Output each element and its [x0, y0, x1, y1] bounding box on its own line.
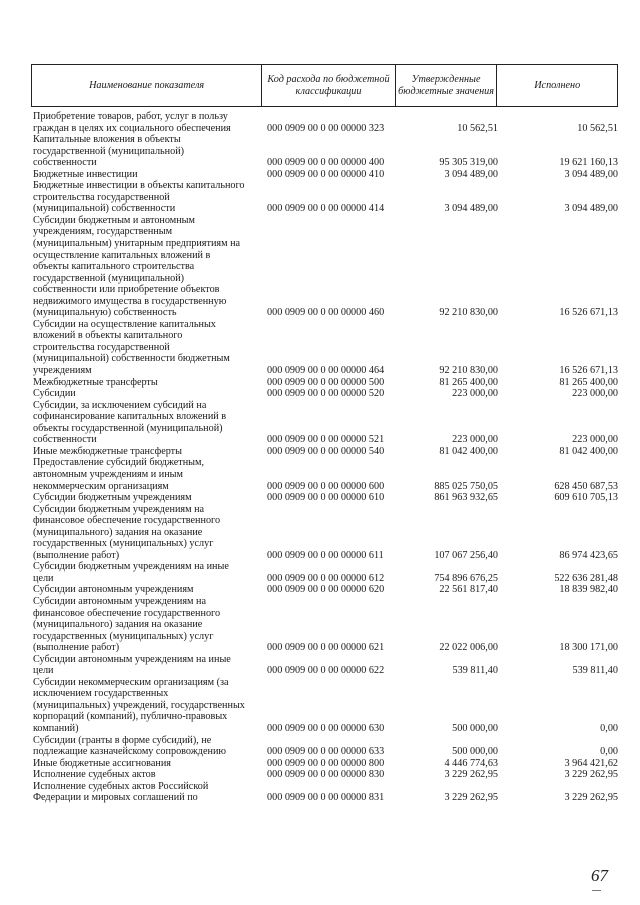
row-name-line: Субсидии автономным учреждениям [33, 584, 194, 596]
row-name-line: Межбюджетные трансферты [33, 376, 158, 388]
row-name-line: подлежащие казначейскому сопровождению [33, 746, 227, 758]
row-name-line: собственности [33, 157, 97, 169]
row-name-line: Субсидии бюджетным учреждениям на иные [33, 561, 229, 573]
row-code: 000 0909 00 0 00 00000 633 [267, 746, 385, 758]
header-name: Наименование показателя [32, 65, 262, 106]
row-code: 000 0909 00 0 00 00000 611 [267, 549, 384, 561]
row-executed: 609 610 705,13 [554, 492, 618, 504]
table-row [33, 735, 618, 758]
row-approved: 500 000,00 [452, 746, 498, 758]
row-name-line: цели [33, 572, 54, 584]
row-name [33, 446, 263, 458]
row-name [33, 769, 263, 781]
row-name-line: исключением государственных [33, 688, 169, 700]
header-executed: Исполнено [534, 79, 581, 91]
row-code: 000 0909 00 0 00 00000 400 [267, 157, 385, 169]
row-name-line: (муниципальным) унитарным предприятиям на [33, 238, 241, 250]
row-name [33, 134, 263, 169]
table-row [33, 377, 618, 389]
table-row [33, 492, 618, 504]
row-approved: 22 561 817,40 [439, 584, 498, 596]
row-approved: 3 229 262,95 [444, 769, 498, 781]
row-name-line: (муниципального) задания на оказание [33, 526, 203, 538]
table-row [33, 319, 618, 377]
row-executed: 522 636 281,48 [554, 572, 618, 584]
row-code: 000 0909 00 0 00 00000 500 [267, 376, 385, 388]
table-row [33, 400, 618, 446]
row-name-line: осуществление капитальных вложений в [33, 249, 211, 261]
row-name-line: Субсидии на осуществление капитальных [33, 318, 216, 330]
table-row [33, 446, 618, 458]
row-code: 000 0909 00 0 00 00000 520 [267, 388, 385, 400]
row-approved: 92 210 830,00 [439, 365, 498, 377]
row-executed: 628 450 687,53 [554, 480, 618, 492]
row-name-line: вложений в объекты капитального [33, 330, 183, 342]
row-approved: 92 210 830,00 [439, 307, 498, 319]
row-name-line: учреждениям [33, 365, 92, 377]
row-code: 000 0909 00 0 00 00000 622 [267, 665, 385, 677]
row-approved: 107 067 256,40 [434, 549, 498, 561]
row-code: 000 0909 00 0 00 00000 410 [267, 168, 385, 180]
row-name-line: Субсидии бюджетным учреждениям на [33, 503, 205, 515]
row-name [33, 180, 263, 215]
row-executed: 0,00 [600, 746, 618, 758]
row-name [33, 584, 263, 596]
row-name-line: недвижимого имущества в государственную [33, 295, 227, 307]
row-name-line: учреждениям, государственным [33, 226, 173, 238]
table-row [33, 180, 618, 215]
table-body [33, 111, 618, 804]
table-row [33, 111, 618, 134]
row-name-line: Исполнение судебных актов [33, 769, 156, 781]
row-name-line: Субсидии [33, 388, 76, 400]
row-executed: 81 042 400,00 [559, 445, 618, 457]
row-approved: 3 229 262,95 [444, 792, 498, 804]
table-row [33, 654, 618, 677]
row-name [33, 319, 263, 377]
row-approved: 81 042 400,00 [439, 445, 498, 457]
row-executed: 0,00 [600, 722, 618, 734]
row-name-line: Субсидии некоммерческим организациям (за [33, 676, 229, 688]
row-name-line: Предоставление субсидий бюджетным, [33, 457, 205, 469]
row-approved: 81 265 400,00 [439, 376, 498, 388]
row-code: 000 0909 00 0 00 00000 540 [267, 445, 385, 457]
row-name-line: Федерации и мировых соглашений по [33, 792, 198, 804]
row-approved: 885 025 750,05 [434, 480, 498, 492]
row-name-line: (выполнение работ) [33, 642, 120, 654]
row-executed: 86 974 423,65 [559, 549, 618, 561]
row-name-line: (муниципальных) учреждений, государственных [33, 699, 245, 711]
row-name-line: Капитальные вложения в объекты [33, 134, 181, 146]
table-row [33, 215, 618, 319]
row-name [33, 215, 263, 319]
row-name-line: (выполнение работ) [33, 549, 120, 561]
row-executed: 223 000,00 [572, 434, 618, 446]
row-executed: 81 265 400,00 [559, 376, 618, 388]
row-name [33, 457, 263, 492]
row-approved: 223 000,00 [452, 388, 498, 400]
row-name [33, 388, 263, 400]
row-code: 000 0909 00 0 00 00000 460 [267, 307, 385, 319]
row-name [33, 111, 263, 134]
row-approved: 539 811,40 [452, 665, 498, 677]
table-row [33, 596, 618, 654]
row-approved: 500 000,00 [452, 722, 498, 734]
table-row [33, 758, 618, 770]
row-executed: 18 300 171,00 [559, 642, 618, 654]
row-name [33, 596, 263, 654]
row-executed: 3 094 489,00 [564, 168, 618, 180]
header-approved: Утвержденные бюджетные значения [396, 65, 498, 106]
row-name-line: государственных (муниципальных) услуг [33, 630, 214, 642]
row-name-line: корпораций (компаний), публично-правовых [33, 711, 228, 723]
row-name-line: финансовое обеспечение государственного [33, 515, 221, 527]
row-code: 000 0909 00 0 00 00000 610 [267, 492, 385, 504]
row-name-line: Субсидии автономным учреждениям на иные [33, 653, 231, 665]
row-executed: 18 839 982,40 [559, 584, 618, 596]
row-code: 000 0909 00 0 00 00000 521 [267, 434, 385, 446]
row-code: 000 0909 00 0 00 00000 600 [267, 480, 385, 492]
row-name-line: государственной (муниципальной) [33, 272, 185, 284]
row-approved: 754 896 676,25 [434, 572, 498, 584]
table-row [33, 388, 618, 400]
row-approved: 3 094 489,00 [444, 203, 498, 215]
row-code: 000 0909 00 0 00 00000 800 [267, 757, 385, 769]
row-name [33, 654, 263, 677]
row-executed: 16 526 671,13 [559, 307, 618, 319]
row-approved: 4 446 774,63 [444, 757, 498, 769]
row-executed: 3 094 489,00 [564, 203, 618, 215]
row-name [33, 677, 263, 735]
row-approved: 95 305 319,00 [439, 157, 498, 169]
row-approved: 10 562,51 [457, 122, 498, 134]
row-executed: 3 964 421,62 [564, 757, 618, 769]
table-row [33, 504, 618, 562]
row-name-line: автономным учреждениям и иным [33, 468, 183, 480]
row-executed: 19 621 160,13 [559, 157, 618, 169]
row-name [33, 492, 263, 504]
row-code: 000 0909 00 0 00 00000 323 [267, 122, 385, 134]
row-name [33, 400, 263, 446]
row-name-line: цели [33, 665, 54, 677]
row-name-line: Субсидии, за исключением субсидий на [33, 399, 207, 411]
row-name [33, 735, 263, 758]
row-name-line: Субсидии бюджетным учреждениям [33, 492, 192, 504]
row-code: 000 0909 00 0 00 00000 464 [267, 365, 385, 377]
page-number: 67 [591, 866, 608, 885]
row-name-line: (муниципального) задания на оказание [33, 619, 203, 631]
row-name-line: граждан в целях их социального обеспечения [33, 122, 231, 134]
row-name-line: (муниципальной) собственности бюджетным [33, 353, 230, 365]
page-mark [592, 890, 601, 891]
row-name-line: Иные межбюджетные трансферты [33, 445, 182, 457]
row-name-line: собственности или приобретение объектов [33, 284, 220, 296]
table-header [31, 64, 618, 107]
row-name [33, 781, 263, 804]
table-row [33, 169, 618, 181]
row-name-line: собственности [33, 434, 97, 446]
row-name-line: Субсидии автономным учреждениям на [33, 595, 207, 607]
row-name [33, 169, 263, 181]
row-code: 000 0909 00 0 00 00000 621 [267, 642, 385, 654]
row-name-line: Иные бюджетные ассигнования [33, 757, 171, 769]
row-name [33, 758, 263, 770]
row-name-line: финансовое обеспечение государственного [33, 607, 221, 619]
row-name-line: строительства государственной [33, 341, 170, 353]
row-executed: 223 000,00 [572, 388, 618, 400]
row-code: 000 0909 00 0 00 00000 620 [267, 584, 385, 596]
row-name-line: государственных (муниципальных) услуг [33, 538, 214, 550]
row-code: 000 0909 00 0 00 00000 414 [267, 203, 385, 215]
row-name-line: (муниципальной) собственности [33, 203, 176, 215]
row-executed: 3 229 262,95 [564, 769, 618, 781]
row-name [33, 504, 263, 562]
table-row [33, 561, 618, 584]
table-row [33, 769, 618, 781]
row-executed: 16 526 671,13 [559, 365, 618, 377]
row-name-line: Исполнение судебных актов Российской [33, 780, 209, 792]
row-code: 000 0909 00 0 00 00000 630 [267, 722, 385, 734]
row-name-line: строительства государственной [33, 191, 170, 203]
row-code: 000 0909 00 0 00 00000 831 [267, 792, 385, 804]
table-row [33, 584, 618, 596]
row-approved: 861 963 932,65 [434, 492, 498, 504]
row-approved: 3 094 489,00 [444, 168, 498, 180]
row-name-line: Субсидии бюджетным и автономным [33, 214, 195, 226]
row-approved: 22 022 006,00 [439, 642, 498, 654]
row-name-line: Бюджетные инвестиции в объекты капитального [33, 180, 245, 192]
row-name-line: компаний) [33, 722, 79, 734]
row-executed: 539 811,40 [572, 665, 618, 677]
row-name-line: объекты государственной (муниципальной) [33, 422, 223, 434]
row-approved: 223 000,00 [452, 434, 498, 446]
table-row [33, 457, 618, 492]
row-name-line: Приобретение товаров, работ, услуг в пользу [33, 111, 228, 122]
row-code: 000 0909 00 0 00 00000 612 [267, 572, 385, 584]
table-row [33, 677, 618, 735]
row-name-line: некоммерческим организациям [33, 480, 169, 492]
table-row [33, 781, 618, 804]
row-executed: 3 229 262,95 [564, 792, 618, 804]
row-name-line: объекты капитального строительства [33, 261, 195, 273]
row-executed: 10 562,51 [577, 122, 618, 134]
header-code: Код расхода по бюджетной классификации [262, 65, 396, 106]
row-name-line: государственной (муниципальной) [33, 145, 185, 157]
row-name-line: Субсидии (гранты в форме субсидий), не [33, 734, 212, 746]
row-name-line: (муниципальную) собственность [33, 307, 177, 319]
row-name [33, 561, 263, 584]
row-code: 000 0909 00 0 00 00000 830 [267, 769, 385, 781]
row-name-line: софинансирование капитальных вложений в [33, 411, 227, 423]
row-name-line: Бюджетные инвестиции [33, 168, 138, 180]
table-row [33, 134, 618, 169]
row-name [33, 377, 263, 389]
